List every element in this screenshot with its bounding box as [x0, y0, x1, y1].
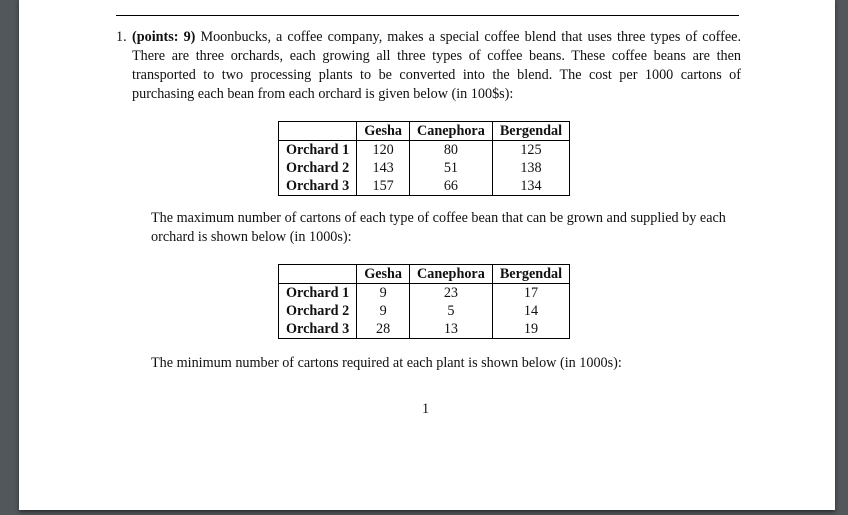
cell: 14: [492, 302, 569, 320]
pdf-page: [19, 0, 835, 510]
cell: 134: [492, 177, 569, 196]
supply-text: The maximum number of cartons of each type of coffee bean that can be grown and supplied by each orchard is shown below (in 1000s):: [151, 210, 726, 245]
col-header: Canephora: [410, 265, 493, 284]
cell: 17: [492, 284, 569, 303]
header-rule: [116, 15, 739, 16]
row-header: Orchard 2: [279, 302, 357, 320]
row-header: Orchard 1: [279, 141, 357, 160]
question-number: 1.: [116, 29, 127, 45]
cell: 5: [410, 302, 493, 320]
cell: 125: [492, 141, 569, 160]
col-header: Canephora: [410, 122, 493, 141]
cell: 13: [410, 320, 493, 339]
cell: 80: [410, 141, 493, 160]
row-header: Orchard 3: [279, 177, 357, 196]
cell: 28: [357, 320, 410, 339]
row-header: Orchard 2: [279, 159, 357, 177]
cell: 9: [357, 302, 410, 320]
table-row: [279, 159, 570, 177]
row-header: Orchard 3: [279, 320, 357, 339]
cost-table: [278, 121, 570, 196]
table-row: [279, 302, 570, 320]
cell: 19: [492, 320, 569, 339]
col-header: Bergendal: [492, 122, 569, 141]
table-row: [279, 284, 570, 303]
table-row: [279, 177, 570, 196]
page-number: 1: [422, 401, 430, 417]
col-header: Gesha: [357, 265, 410, 284]
question-1: [116, 28, 741, 104]
cell: 23: [410, 284, 493, 303]
cell: 66: [410, 177, 493, 196]
col-header: Gesha: [357, 122, 410, 141]
cell: 138: [492, 159, 569, 177]
question-intro: Moonbucks, a coffee company, makes a special coffee blend that uses three types of coffee. There are three orchards, each growing all three types of coffee beans. These coffee beans are then transported to two processing plants to be converted into the blend. The cost per 1000 cartons of purchasing each bean from each orchard is given below (in 100$s):: [132, 29, 742, 102]
corner-cell: [279, 122, 357, 141]
supply-table: [278, 264, 570, 339]
col-header: Bergendal: [492, 265, 569, 284]
cell: 120: [357, 141, 410, 160]
table-row: [279, 320, 570, 339]
plant-text: The minimum number of cartons required at each plant is shown below (in 1000s):: [151, 355, 622, 371]
cell: 143: [357, 159, 410, 177]
cell: 51: [410, 159, 493, 177]
row-header: Orchard 1: [279, 284, 357, 303]
cell: 157: [357, 177, 410, 196]
points-label: (points: 9): [132, 29, 196, 45]
cell: 9: [357, 284, 410, 303]
corner-cell: [279, 265, 357, 284]
table-row: [279, 141, 570, 160]
